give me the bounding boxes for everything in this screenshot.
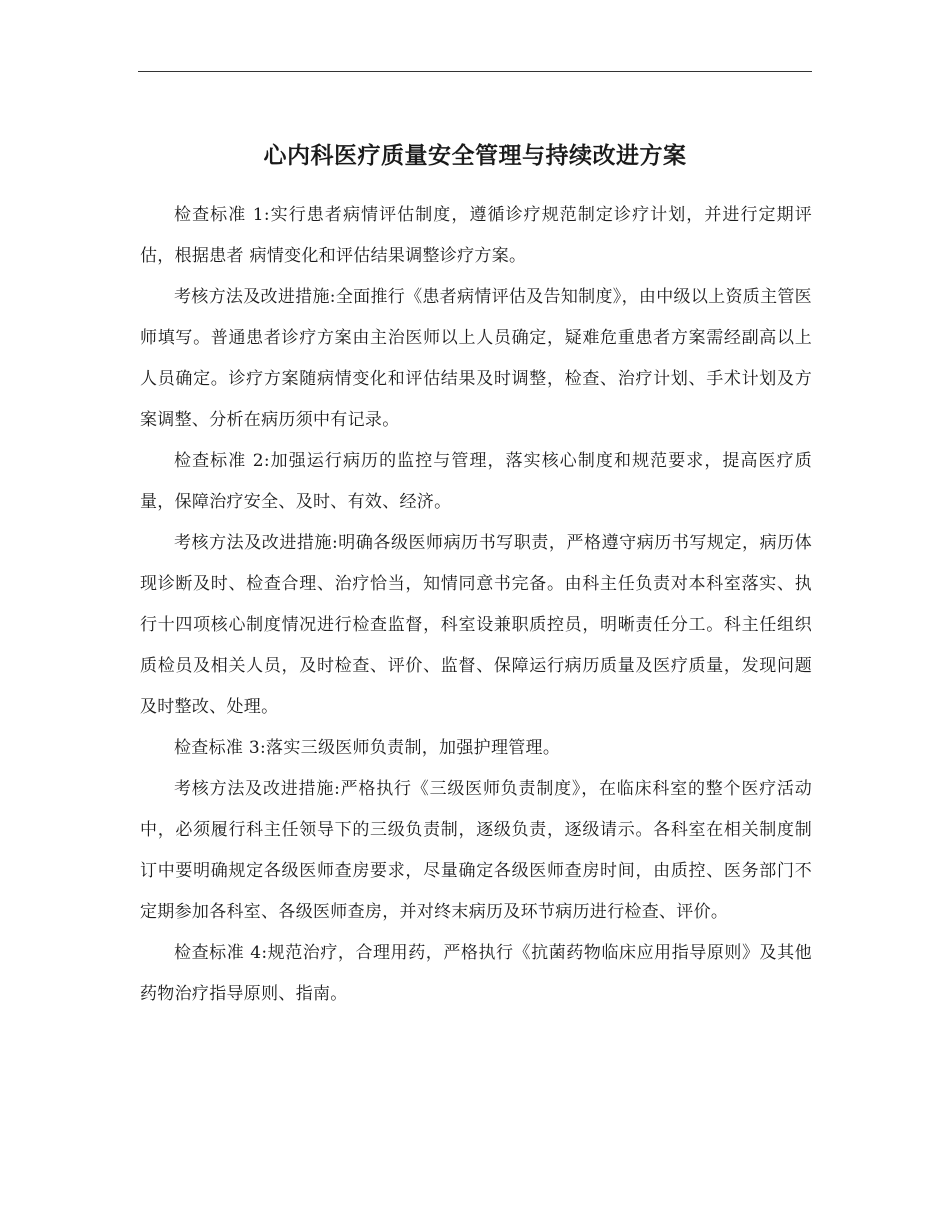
header-rule xyxy=(138,71,812,72)
paragraph-standard-3: 检查标准 3:落实三级医师负责制，加强护理管理。 xyxy=(174,738,561,758)
paragraph-standard-4: 检查标准 4:规范治疗，合理用药，严格执行《抗菌药物临床应用指导原则》及其他药物治疗指导原则、指南。 xyxy=(140,943,812,1004)
paragraph-measures-3: 考核方法及改进措施:严格执行《三级医师负责制度》，在临床科室的整个医疗活动中，必须履行科主任领导下的三级负责制，逐级负责，逐级请示。各科室在相关制度制订中要明确规定各级医师查房要求，尽量确定各级医师查房时间，由质控、医务部门不定期参加各科室、各级医师查房，并对终末病历及环节病历进行检查、评价。 xyxy=(140,779,812,922)
document-title: 心内科医疗质量安全管理与持续改进方案 xyxy=(263,142,687,169)
paragraph-standard-2: 检查标准 2:加强运行病历的监控与管理，落实核心制度和规范要求，提高医疗质量，保障治疗安全、及时、有效、经济。 xyxy=(140,451,812,512)
document-body xyxy=(140,195,812,1015)
paragraph-measures-1: 考核方法及改进措施:全面推行《患者病情评估及告知制度》，由中级以上资质主管医师填写。普通患者诊疗方案由主治医师以上人员确定，疑难危重患者方案需经副高以上人员确定。诊疗方案随病情变化和评估结果及时调整，检查、治疗计划、手术计划及方案调整、分析在病历须中有记录。 xyxy=(140,287,812,430)
paragraph-measures-2: 考核方法及改进措施:明确各级医师病历书写职责，严格遵守病历书写规定，病历体现诊断及时、检查合理、治疗恰当，知情同意书完备。由科主任负责对本科室落实、执行十四项核心制度情况进行检查监督，科室设兼职质控员，明晰责任分工。科主任组织质检员及相关人员，及时检查、评价、监督、保障运行病历质量及医疗质量，发现问题及时整改、处理。 xyxy=(140,533,812,717)
paragraph-standard-1: 检查标准 1:实行患者病情评估制度，遵循诊疗规范制定诊疗计划，并进行定期评估，根据患者 病情变化和评估结果调整诊疗方案。 xyxy=(140,205,812,266)
